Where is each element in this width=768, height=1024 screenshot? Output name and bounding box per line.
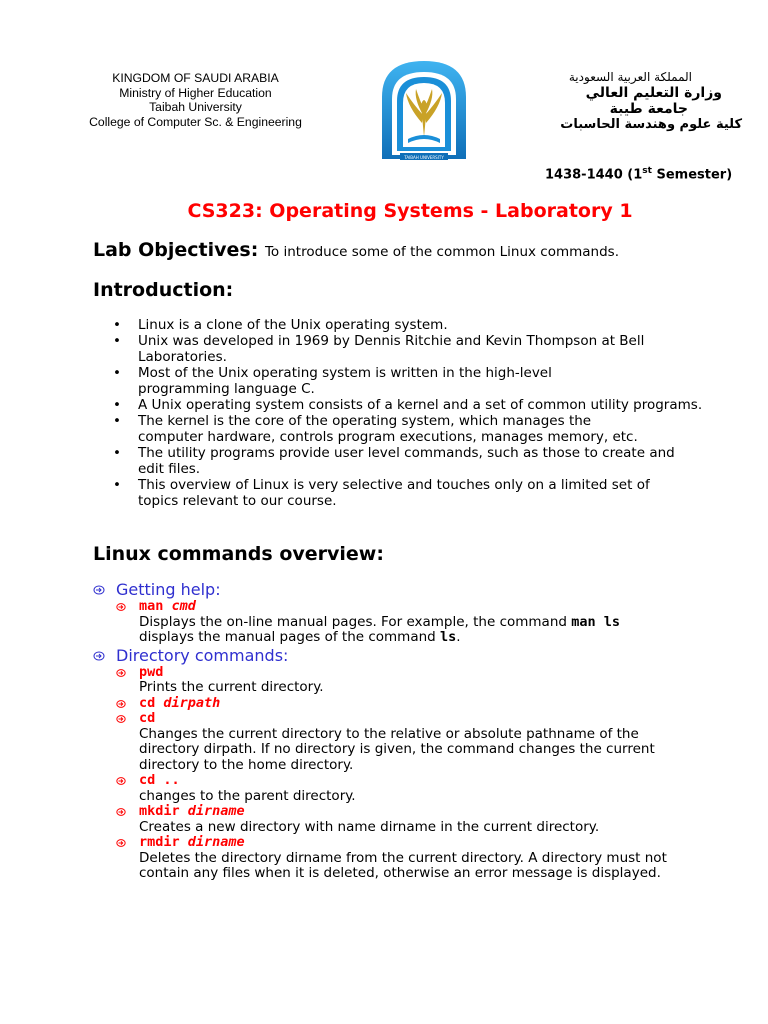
semester-label: 1438-1440 (1st Semester) — [545, 166, 733, 183]
header-arabic-ministry: وزارة التعليم العالي — [585, 85, 722, 101]
list-item: • This overview of Linux is very selective and touches only on a limited set of topics relevant to our course. — [113, 477, 668, 509]
header-right-block — [520, 70, 742, 133]
bullet-arrow-icon — [116, 776, 126, 786]
list-item: • Most of the Unix operating system is written in the high-level programming language C. — [113, 365, 590, 397]
header-university: Taibah University — [149, 100, 242, 115]
bullet-arrow-icon — [116, 602, 126, 612]
svg-text:TAIBAH UNIVERSITY: TAIBAH UNIVERSITY — [404, 155, 444, 160]
commands-heading: Linux commands overview: — [93, 543, 384, 565]
command-cd-parent-description: changes to the parent directory. — [139, 787, 356, 804]
header-college: College of Computer Sc. & Engineering — [89, 114, 302, 129]
bullet-arrow-icon — [116, 714, 126, 724]
list-item: • Linux is a clone of the Unix operating system. — [113, 317, 753, 333]
command-rmdir: rmdir dirname — [93, 835, 753, 851]
bullet-arrow-icon — [116, 699, 126, 709]
objectives-line — [93, 239, 619, 261]
command-cd-parent: cd .. — [93, 773, 753, 789]
introduction-list — [113, 317, 753, 509]
header-arabic-country: المملكة العربية السعودية — [568, 70, 692, 84]
list-item: • Unix was developed in 1969 by Dennis Ritchie and Kevin Thompson at Bell Laboratories. — [113, 333, 683, 365]
page-title: CS323: Operating Systems - Laboratory 1 — [187, 200, 633, 222]
command-pwd-description: Prints the current directory. — [139, 679, 324, 695]
command-pwd: pwd — [93, 665, 753, 681]
taibah-university-logo-icon — [378, 55, 470, 167]
section-getting-help — [93, 580, 753, 599]
header-arabic-university: جامعة طيبة — [609, 101, 688, 117]
bullet-arrow-icon — [116, 807, 126, 817]
objectives-text: To introduce some of the common Linux commands. — [264, 244, 619, 260]
command-mkdir: mkdir dirname — [93, 804, 753, 820]
bullet-arrow-icon — [116, 668, 126, 678]
command-man-description: Displays the on-line manual pages. For example, the command man ls displays the manual pages of the command ls. — [139, 613, 621, 645]
commands-list — [93, 580, 753, 882]
bullet-arrow-icon — [93, 650, 105, 662]
section-label: Directory commands: — [116, 645, 289, 665]
command-man: man cmd — [93, 599, 753, 615]
header-left-block — [78, 71, 313, 129]
command-mkdir-description: Creates a new directory with name dirname in the current directory. — [139, 818, 600, 835]
command-rmdir-description: Deletes the directory dirname from the current directory. A directory must not contain any files when it is deleted, otherwise an error message is displayed. — [139, 849, 667, 881]
command-cd-description: Changes the current directory to the relative or absolute pathname of the directory dirpath. If no directory is given, the command changes the current directory to the home directory. — [139, 725, 655, 773]
header-arabic-college: كلية علوم وهندسة الحاسبات — [560, 117, 742, 132]
list-item: • The kernel is the core of the operating system, which manages the computer hardware, controls program executions, manages memory, etc. — [113, 413, 638, 445]
header-ministry: Ministry of Higher Education — [119, 85, 272, 100]
header-country: KINGDOM OF SAUDI ARABIA — [112, 71, 279, 85]
command-cd: cd — [93, 711, 753, 727]
list-item: • A Unix operating system consists of a kernel and a set of common utility programs. — [113, 397, 753, 413]
list-item: • The utility programs provide user level commands, such as those to create and edit files. — [113, 445, 683, 477]
section-label: Getting help: — [116, 580, 221, 599]
objectives-heading: Lab Objectives: — [93, 239, 259, 261]
introduction-heading: Introduction: — [93, 279, 234, 301]
bullet-arrow-icon — [116, 838, 126, 848]
command-cd-dirpath: cd dirpath — [93, 696, 753, 712]
bullet-arrow-icon — [93, 584, 105, 596]
section-directory-commands — [93, 646, 753, 665]
